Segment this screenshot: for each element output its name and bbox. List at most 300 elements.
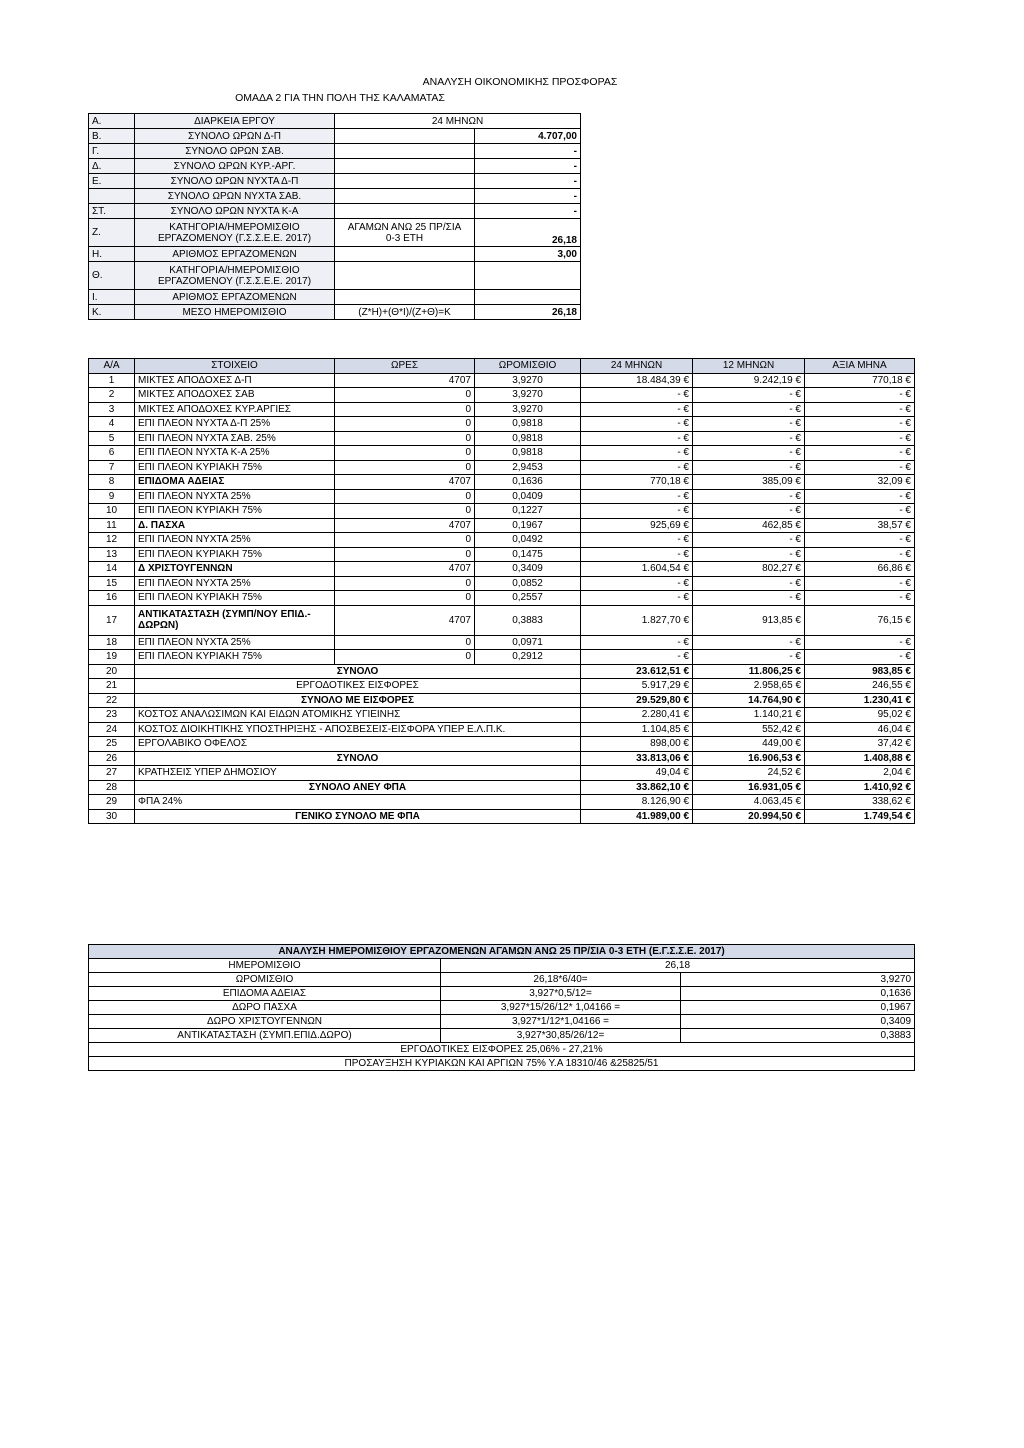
rate-cell: 0,9818 [475,431,581,446]
analysis-value: 0,1967 [681,1001,915,1015]
amount-24-months: 33.862,10 € [581,780,693,795]
amount-per-month: - € [805,576,915,591]
item-label: ΜΙΚΤΕΣ ΑΠΟΔΟΧΕΣ Δ-Π [135,373,335,388]
table-row [89,373,915,388]
column-header: ΑΞΙΑ ΜΗΝΑ [805,359,915,374]
amount-12-months: - € [693,431,805,446]
amount-per-month: 66,86 € [805,562,915,577]
sunday-surcharge-note: ΠΡΟΣΑΥΞΗΣΗ ΚΥΡΙΑΚΩΝ ΚΑΙ ΑΡΓΙΩΝ 75% Υ.Α 18310/46 &25825/51 [89,1057,915,1071]
summary-value: 26,18 [475,219,581,247]
amount-per-month: - € [805,533,915,548]
summary-value-desc [335,262,475,290]
hours-cell: 0 [335,431,475,446]
analysis-formula: 26,18*6/40= [441,973,681,987]
total-row [89,766,915,781]
row-number: 12 [89,533,135,548]
item-label-line1: ΑΝΤΙΚΑΤΑΣΤΑΣΗ (ΣΥΜΠ/ΝΟΥ ΕΠΙΔ.- [138,609,311,620]
total-label: ΣΥΝΟΛΟ ΜΕ ΕΙΣΦΟΡΕΣ [135,693,581,708]
table-row [89,489,915,504]
analysis-value: 26,18 [441,959,915,973]
summary-value-desc [335,144,475,159]
total-row [89,795,915,810]
table-row [89,388,915,403]
item-label: ΕΠΙ ΠΛΕΟΝ ΝΥΧΤΑ 25% [135,533,335,548]
summary-value: - [475,144,581,159]
column-header: ΩΡΟΜΙΣΘΙΟ [475,359,581,374]
amount-per-month: - € [805,417,915,432]
amount-per-month: 37,42 € [805,737,915,752]
amount-24-months: - € [581,576,693,591]
amount-24-months: 1.827,70 € [581,605,693,635]
amount-12-months: 9.242,19 € [693,373,805,388]
amount-24-months: 1.104,85 € [581,722,693,737]
hours-cell: 4707 [335,475,475,490]
hours-cell: 4707 [335,605,475,635]
hours-cell: 4707 [335,373,475,388]
group-title: ΟΜΑΔΑ 2 ΓΙΑ ΤΗΝ ΠΟΛΗ ΤΗΣ ΚΑΛΑΜΑΤΑΣ [235,92,445,104]
amount-12-months: - € [693,388,805,403]
table-row [89,431,915,446]
amount-per-month: - € [805,547,915,562]
analysis-formula: 3,927*15/26/12* 1,04166 = [441,1001,681,1015]
summary-label: ΣΥΝΟΛΟ ΩΡΩΝ Δ-Π [135,129,335,144]
row-number: 4 [89,417,135,432]
total-row [89,780,915,795]
page-title: ΑΝΑΛΥΣΗ ΟΙΚΟΝΟΜΙΚΗΣ ΠΡΟΣΦΟΡΑΣ [422,76,618,88]
table-row [89,475,915,490]
rate-cell: 2,9453 [475,460,581,475]
summary-row [89,290,581,305]
summary-label [135,262,335,290]
summary-value: 4.707,00 [475,129,581,144]
amount-12-months: - € [693,460,805,475]
summary-value [475,290,581,305]
column-header: ΩΡΕΣ [335,359,475,374]
column-header: 12 ΜΗΝΩΝ [693,359,805,374]
item-label: ΕΠΙ ΠΛΕΟΝ ΝΥΧΤΑ 25% [135,635,335,650]
summary-row [89,114,581,129]
row-number: 13 [89,547,135,562]
row-number: 21 [89,679,135,694]
row-number: 18 [89,635,135,650]
rate-cell: 0,9818 [475,446,581,461]
analysis-label: ΔΩΡΟ ΠΑΣΧΑ [89,1001,441,1015]
amount-24-months: 2.280,41 € [581,708,693,723]
total-label: ΣΥΝΟΛΟ ΑΝΕΥ ΦΠΑ [135,780,581,795]
total-label: ΚΟΣΤΟΣ ΑΝΑΛΩΣΙΜΩΝ ΚΑΙ ΕΙΔΩΝ ΑΤΟΜΙΚΗΣ ΥΓΙΕΙΝΗΣ [135,708,581,723]
analysis-row [89,1029,915,1043]
table-row [89,605,915,635]
analysis-title-row [89,945,915,959]
amount-12-months: - € [693,533,805,548]
item-label: ΕΠΙ ΠΛΕΟΝ ΚΥΡΙΑΚΗ 75% [135,460,335,475]
amount-12-months: 16.906,53 € [693,751,805,766]
total-label: ΕΡΓΟΔΟΤΙΚΕΣ ΕΙΣΦΟΡΕΣ [135,679,581,694]
contributions-note: ΕΡΓΟΔΟΤΙΚΕΣ ΕΙΣΦΟΡΕΣ 25,06% - 27,21% [89,1043,915,1057]
amount-24-months: - € [581,504,693,519]
table-row [89,504,915,519]
analysis-row [89,973,915,987]
amount-24-months: 23.612,51 € [581,664,693,679]
column-header: 24 ΜΗΝΩΝ [581,359,693,374]
row-number: 26 [89,751,135,766]
row-number: 24 [89,722,135,737]
amount-24-months: - € [581,591,693,606]
amount-12-months: 462,85 € [693,518,805,533]
summary-code: Η. [89,247,135,262]
hours-cell: 0 [335,402,475,417]
summary-code: Ι. [89,290,135,305]
summary-row [89,262,581,290]
analysis-label: ΔΩΡΟ ΧΡΙΣΤΟΥΓΕΝΝΩΝ [89,1015,441,1029]
amount-per-month: - € [805,635,915,650]
summary-label: ΑΡΙΘΜΟΣ ΕΡΓΑΖΟΜΕΝΩΝ [135,290,335,305]
total-label: ΚΟΣΤΟΣ ΔΙΟΙΚΗΤΙΚΗΣ ΥΠΟΣΤΗΡΙΞΗΣ - ΑΠΟΣΒΕΣΕΙΣ-ΕΙΣΦΟΡΑ ΥΠΕΡ Ε.Λ.Π.Κ. [135,722,581,737]
row-number: 22 [89,693,135,708]
rate-cell: 0,0492 [475,533,581,548]
summary-code: Κ. [89,305,135,320]
row-number: 9 [89,489,135,504]
summary-duration: 24 ΜΗΝΩΝ [335,114,581,129]
amount-24-months: - € [581,650,693,665]
amount-per-month: 246,55 € [805,679,915,694]
amount-12-months: 16.931,05 € [693,780,805,795]
rate-cell: 0,1967 [475,518,581,533]
amount-12-months: - € [693,547,805,562]
rate-cell: 0,1636 [475,475,581,490]
summary-label-line2: ΕΡΓΑΖΟΜΕΝΟΥ (Γ.Σ.Σ.Ε.Ε. 2017) [157,232,312,244]
summary-label: ΣΥΝΟΛΟ ΩΡΩΝ ΝΥΧΤΑ Κ-Α [135,204,335,219]
rate-cell: 0,2912 [475,650,581,665]
summary-row [89,129,581,144]
amount-12-months: - € [693,402,805,417]
table-row [89,402,915,417]
analysis-title: ΑΝΑΛΥΣΗ ΗΜΕΡΟΜΙΣΘΙΟΥ ΕΡΓΑΖΟΜΕΝΩΝ ΑΓΑΜΩΝ ΑΝΩ 25 ΠΡ/ΣΙΑ 0-3 ΕΤΗ (Ε.Γ.Σ.Σ.Ε. 2017) [89,945,915,959]
amount-per-month: 76,15 € [805,605,915,635]
table-row [89,533,915,548]
amount-24-months: 8.126,90 € [581,795,693,810]
amount-per-month: 1.410,92 € [805,780,915,795]
summary-row [89,189,581,204]
column-header: ΣΤΟΙΧΕΙΟ [135,359,335,374]
row-number: 20 [89,664,135,679]
amount-24-months: - € [581,402,693,417]
hours-cell: 4707 [335,562,475,577]
amount-per-month: 2,04 € [805,766,915,781]
amount-12-months: - € [693,489,805,504]
amount-12-months: 449,00 € [693,737,805,752]
summary-code: Α. [89,114,135,129]
row-number: 30 [89,809,135,824]
amount-per-month: - € [805,402,915,417]
row-number: 7 [89,460,135,475]
analysis-row [89,987,915,1001]
summary-label-line2: ΕΡΓΑΖΟΜΕΝΟΥ (Γ.Σ.Σ.Ε.Ε. 2017) [157,275,312,287]
amount-per-month: 38,57 € [805,518,915,533]
item-label: ΜΙΚΤΕΣ ΑΠΟΔΟΧΕΣ ΣΑΒ [135,388,335,403]
analysis-row [89,959,915,973]
amount-per-month: - € [805,431,915,446]
summary-value: - [475,204,581,219]
summary-label: ΣΥΝΟΛΟ ΩΡΩΝ ΚΥΡ.-ΑΡΓ. [135,159,335,174]
amount-per-month: 1.408,88 € [805,751,915,766]
summary-row [89,247,581,262]
cost-header-row [89,359,915,374]
total-row [89,737,915,752]
amount-24-months: 49,04 € [581,766,693,781]
amount-per-month: 770,18 € [805,373,915,388]
amount-12-months: 2.958,65 € [693,679,805,694]
amount-24-months: - € [581,547,693,562]
rate-cell: 3,9270 [475,388,581,403]
amount-12-months: 20.994,50 € [693,809,805,824]
amount-24-months: - € [581,446,693,461]
summary-value-desc [335,129,475,144]
row-number: 29 [89,795,135,810]
rate-cell: 0,3409 [475,562,581,577]
row-number: 5 [89,431,135,446]
summary-code: Θ. [89,262,135,290]
item-label: ΜΙΚΤΕΣ ΑΠΟΔΟΧΕΣ ΚΥΡ.ΑΡΓΙΕΣ [135,402,335,417]
hours-cell: 0 [335,388,475,403]
wage-analysis-table [88,944,915,1071]
row-number: 27 [89,766,135,781]
amount-per-month: - € [805,460,915,475]
amount-per-month: - € [805,388,915,403]
amount-12-months: - € [693,504,805,519]
summary-code: Δ. [89,159,135,174]
summary-label-line1: ΚΑΤΗΓΟΡΙΑ/ΗΜΕΡΟΜΙΣΘΙΟ [169,264,300,276]
amount-12-months: 24,52 € [693,766,805,781]
total-row [89,708,915,723]
total-label: ΚΡΑΤΗΣΕΙΣ ΥΠΕΡ ΔΗΜΟΣΙΟΥ [135,766,581,781]
amount-12-months: 913,85 € [693,605,805,635]
summary-row [89,204,581,219]
table-row [89,547,915,562]
table-row [89,591,915,606]
analysis-label: ΕΠΙΔΟΜΑ ΑΔΕΙΑΣ [89,987,441,1001]
amount-24-months: - € [581,635,693,650]
hours-cell: 0 [335,489,475,504]
amount-24-months: 925,69 € [581,518,693,533]
rate-cell: 0,0409 [475,489,581,504]
total-row [89,693,915,708]
amount-24-months: 41.989,00 € [581,809,693,824]
summary-code [89,189,135,204]
amount-per-month: 32,09 € [805,475,915,490]
analysis-value: 0,1636 [681,987,915,1001]
amount-24-months: 29.529,80 € [581,693,693,708]
item-label: ΕΠΙ ΠΛΕΟΝ ΝΥΧΤΑ 25% [135,489,335,504]
amount-24-months: - € [581,388,693,403]
summary-desc-line2: 0-3 ΕΤΗ [385,232,424,244]
table-row [89,635,915,650]
summary-desc-line1: ΑΓΑΜΩΝ ΑΝΩ 25 ΠΡ/ΣΙΑ [347,221,462,233]
summary-row [89,159,581,174]
summary-label: ΣΥΝΟΛΟ ΩΡΩΝ ΝΥΧΤΑ ΣΑΒ. [135,189,335,204]
total-label: ΕΡΓΟΛΑΒΙΚΟ ΟΦΕΛΟΣ [135,737,581,752]
amount-per-month: 1.230,41 € [805,693,915,708]
amount-12-months: 385,09 € [693,475,805,490]
total-label: ΣΥΝΟΛΟ [135,664,581,679]
amount-per-month: 1.749,54 € [805,809,915,824]
analysis-note-row [89,1043,915,1057]
row-number: 25 [89,737,135,752]
hours-cell: 0 [335,504,475,519]
analysis-row [89,1001,915,1015]
amount-24-months: 898,00 € [581,737,693,752]
summary-value-desc [335,159,475,174]
column-header: Α/Α [89,359,135,374]
amount-24-months: 1.604,54 € [581,562,693,577]
item-label [135,605,335,635]
rate-cell: 0,2557 [475,591,581,606]
hours-cell: 0 [335,533,475,548]
rate-cell: 3,9270 [475,402,581,417]
item-label: ΕΠΙ ΠΛΕΟΝ ΝΥΧΤΑ Δ-Π 25% [135,417,335,432]
row-number: 11 [89,518,135,533]
item-label-line2: ΔΩΡΩΝ) [138,620,179,631]
amount-12-months: - € [693,417,805,432]
amount-24-months: 18.484,39 € [581,373,693,388]
summary-value-desc [335,204,475,219]
summary-value-desc [335,189,475,204]
table-row [89,562,915,577]
rate-cell: 0,1475 [475,547,581,562]
summary-value: - [475,159,581,174]
summary-code: Ε. [89,174,135,189]
item-label: ΕΠΙ ΠΛΕΟΝ ΝΥΧΤΑ Κ-Α 25% [135,446,335,461]
analysis-label: ΗΜΕΡΟΜΙΣΘΙΟ [89,959,441,973]
summary-label: ΣΥΝΟΛΟ ΩΡΩΝ ΣΑΒ. [135,144,335,159]
summary-code: Γ. [89,144,135,159]
total-row [89,751,915,766]
total-row [89,722,915,737]
row-number: 23 [89,708,135,723]
summary-row [89,174,581,189]
amount-12-months: - € [693,591,805,606]
amount-24-months: - € [581,489,693,504]
summary-value [475,262,581,290]
analysis-formula: 3,927*0,5/12= [441,987,681,1001]
summary-value: - [475,189,581,204]
amount-per-month: - € [805,591,915,606]
amount-24-months: 5.917,29 € [581,679,693,694]
amount-per-month: - € [805,489,915,504]
analysis-value: 3,9270 [681,973,915,987]
amount-24-months: - € [581,431,693,446]
amount-24-months: - € [581,417,693,432]
summary-label [135,219,335,247]
amount-12-months: - € [693,635,805,650]
rate-cell: 0,1227 [475,504,581,519]
summary-value: - [475,174,581,189]
summary-label-line1: ΚΑΤΗΓΟΡΙΑ/ΗΜΕΡΟΜΙΣΘΙΟ [169,221,300,233]
analysis-label: ΩΡΟΜΙΣΘΙΟ [89,973,441,987]
summary-value-desc: (Ζ*Η)+(Θ*Ι)/(Ζ+Θ)=Κ [335,305,475,320]
table-row [89,446,915,461]
summary-row [89,144,581,159]
amount-12-months: 14.764,90 € [693,693,805,708]
amount-12-months: 802,27 € [693,562,805,577]
analysis-formula: 3,927*30,85/26/12= [441,1029,681,1043]
summary-code: ΣΤ. [89,204,135,219]
amount-per-month: - € [805,446,915,461]
item-label: ΕΠΙ ΠΛΕΟΝ ΚΥΡΙΑΚΗ 75% [135,650,335,665]
total-row [89,679,915,694]
item-label: Δ ΧΡΙΣΤΟΥΓΕΝΝΩΝ [135,562,335,577]
summary-value-desc [335,174,475,189]
row-number: 6 [89,446,135,461]
summary-label: ΣΥΝΟΛΟ ΩΡΩΝ ΝΥΧΤΑ Δ-Π [135,174,335,189]
rate-cell: 0,0852 [475,576,581,591]
amount-24-months: - € [581,533,693,548]
row-number: 8 [89,475,135,490]
total-row [89,664,915,679]
hours-cell: 0 [335,547,475,562]
row-number: 14 [89,562,135,577]
cost-table [88,358,915,824]
analysis-formula: 3,927*1/12*1,04166 = [441,1015,681,1029]
analysis-value: 0,3883 [681,1029,915,1043]
amount-per-month: 983,85 € [805,664,915,679]
row-number: 16 [89,591,135,606]
table-row [89,576,915,591]
amount-12-months: - € [693,650,805,665]
amount-24-months: - € [581,460,693,475]
amount-per-month: 46,04 € [805,722,915,737]
item-label: ΕΠΙ ΠΛΕΟΝ ΝΥΧΤΑ ΣΑΒ. 25% [135,431,335,446]
item-label: ΕΠΙ ΠΛΕΟΝ ΝΥΧΤΑ 25% [135,576,335,591]
summary-row [89,305,581,320]
row-number: 15 [89,576,135,591]
summary-value-desc [335,247,475,262]
amount-12-months: 1.140,21 € [693,708,805,723]
summary-row [89,219,581,247]
summary-value-desc [335,290,475,305]
analysis-row [89,1015,915,1029]
amount-12-months: - € [693,446,805,461]
analysis-note-row [89,1057,915,1071]
amount-12-months: 4.063,45 € [693,795,805,810]
table-row [89,518,915,533]
item-label: Δ. ΠΑΣΧΑ [135,518,335,533]
row-number: 1 [89,373,135,388]
rate-cell: 0,3883 [475,605,581,635]
summary-value-desc [335,219,475,247]
amount-12-months: 11.806,25 € [693,664,805,679]
amount-per-month: 95,02 € [805,708,915,723]
summary-label: ΑΡΙΘΜΟΣ ΕΡΓΑΖΟΜΕΝΩΝ [135,247,335,262]
hours-cell: 0 [335,576,475,591]
hours-cell: 0 [335,446,475,461]
summary-table [88,113,581,320]
analysis-value: 0,3409 [681,1015,915,1029]
table-row [89,460,915,475]
table-row [89,650,915,665]
summary-code: Β. [89,129,135,144]
hours-cell: 0 [335,635,475,650]
row-number: 28 [89,780,135,795]
amount-12-months: - € [693,576,805,591]
item-label: ΕΠΙ ΠΛΕΟΝ ΚΥΡΙΑΚΗ 75% [135,504,335,519]
summary-value: 3,00 [475,247,581,262]
hours-cell: 0 [335,650,475,665]
hours-cell: 0 [335,417,475,432]
rate-cell: 0,9818 [475,417,581,432]
summary-value: 26,18 [475,305,581,320]
row-number: 19 [89,650,135,665]
